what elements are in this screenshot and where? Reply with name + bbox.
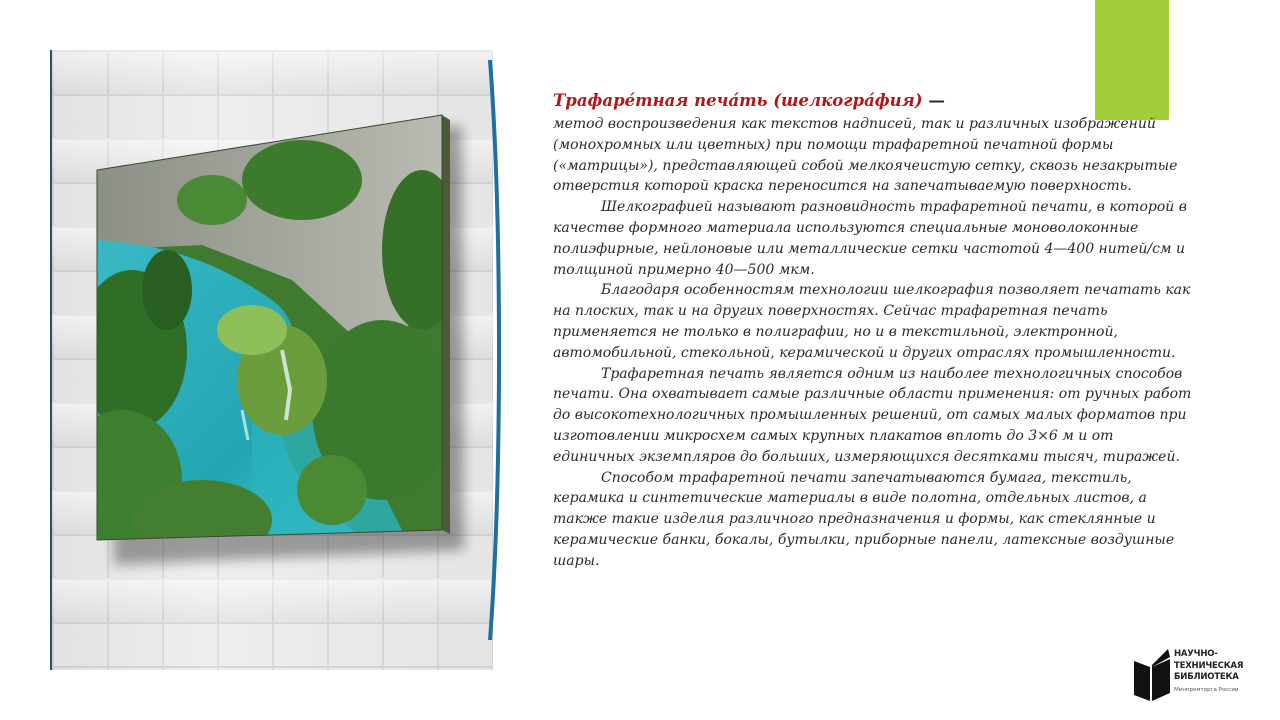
lake-landscape-image <box>52 50 493 670</box>
logo-text <box>1174 649 1243 696</box>
canvas-edge <box>442 115 450 534</box>
paragraph-2: Шелкографией называют разновидность трафаретной печати, в которой в качестве формного материала используются специальные моноволоконные полиэфирные, нейлоновые или металлические сетки частотой 4—400 нитей/см и толщиной примерно 40—500 мкм. <box>553 199 1187 278</box>
canvas-print-photo <box>50 50 493 670</box>
library-logo <box>1132 645 1242 705</box>
logo-line-2: ТЕХНИЧЕСКАЯ <box>1174 660 1244 671</box>
article-title-line <box>553 88 1193 114</box>
book-logo-icon <box>1132 647 1172 703</box>
paragraph-3: Благодаря особенностям технологии шелкография позволяет печатать как на плоских, так и на других поверхностях. Сейчас трафаретная печать применяется не только в полиграфии, но и в текстильной, электронной, автомобильной, стекольной, керамической и других отраслях промышленности. <box>553 282 1191 361</box>
article-title: Трафаре́тная печа́ть (шелкогра́фия) <box>553 91 923 110</box>
logo-line-3: БИБЛИОТЕКА <box>1174 672 1239 682</box>
canvas-print <box>52 50 493 670</box>
paragraph-1: метод воспроизведения как текстов надписей, так и различных изображений (монохромных или цветных) при помощи трафаретной печатной формы («матрицы»), представляющей собой мелкоячеистую сетку, сквозь незакрытые отверстия которой краска переносится на запечатываемую поверхность. <box>553 116 1178 195</box>
title-dash: — <box>922 91 945 110</box>
article-text <box>553 88 1193 572</box>
decorative-curve <box>488 60 508 640</box>
paragraph-5: Способом трафаретной печати запечатываются бумага, текстиль, керамика и синтетические материалы в виде полотна, отдельных листов, а также такие изделия различного предназначения и формы, как стеклянные и керамические банки, бокалы, бутылки, приборные панели, латексные воздушные шары. <box>553 469 1175 569</box>
logo-subtitle: Минпромторга России <box>1174 686 1239 693</box>
logo-line-1: НАУЧНО- <box>1174 649 1218 659</box>
paragraph-4: Трафаретная печать является одним из наиболее технологичных способов печати. Она охватывает самые различные области применения: от ручных работ до высокотехнологичных промышленных решений, от самых малых форматов при изготовлении микросхем самых крупных плакатов вплоть до 3×6 м и от единичных экземпляров до больших, измеряющихся десятками тысяч, тиражей. <box>553 365 1192 465</box>
